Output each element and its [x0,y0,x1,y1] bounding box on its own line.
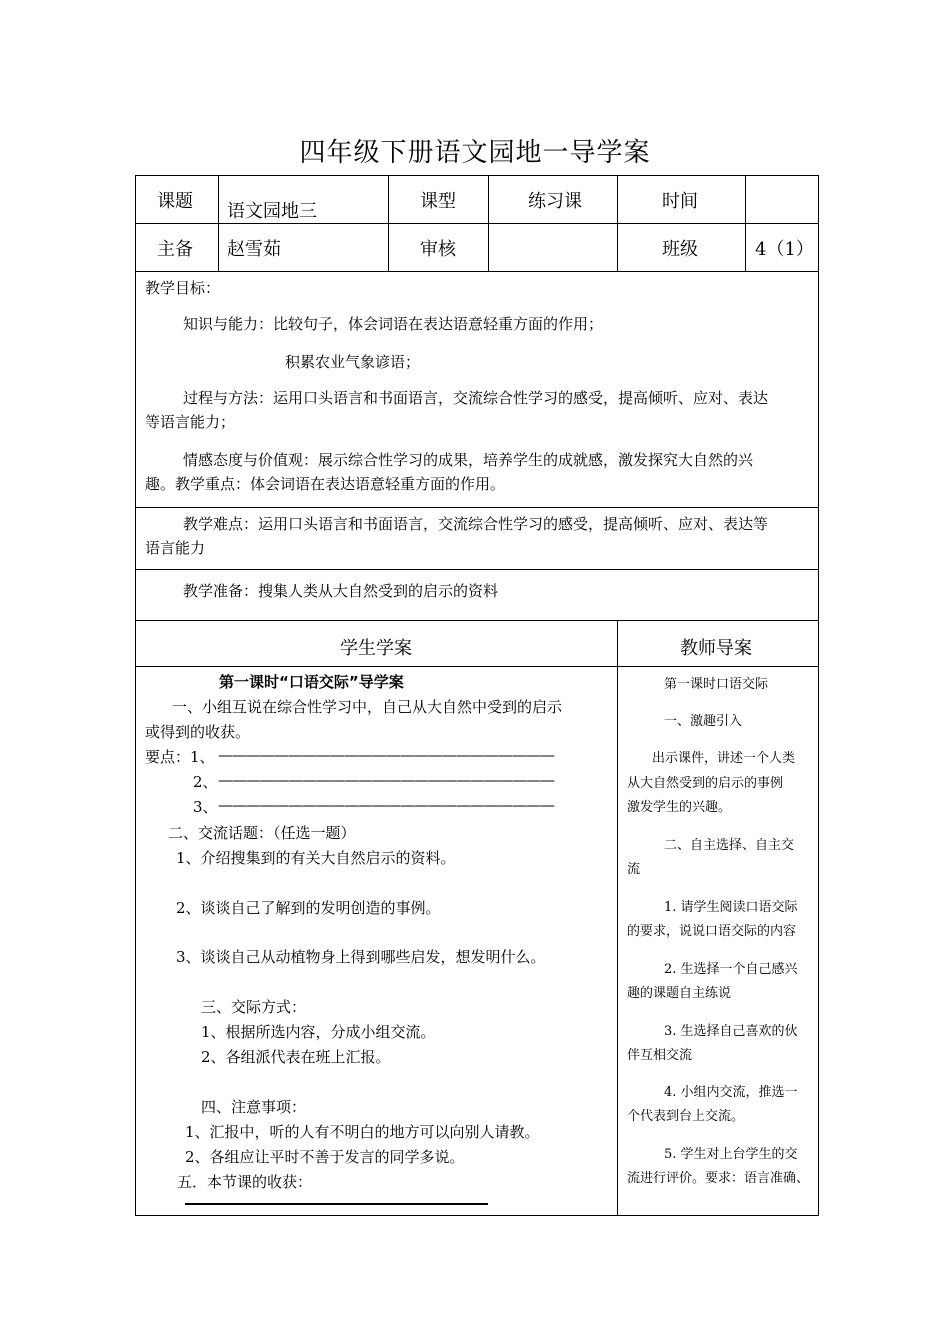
teacher-item3-line2: 伴互相交流 [627,1048,693,1063]
host-value: 赵雪茹 [227,239,281,260]
point-2-number: 2、 [193,773,218,791]
teacher-heading: 第一课时口语交际 [664,677,769,692]
student-section1-line1: 一、小组互说在综合性学习中，自己从大自然中受到的启示 [172,698,563,716]
point-3-blank: ———————————————————————— [218,796,554,814]
point-1-blank: ———————————————————————— [218,746,554,764]
teacher-section2-line1: 二、自主选择、自主交 [664,838,795,853]
topic-value: 语文园地三 [227,201,317,222]
teacher-item4-line1: 4. 小组内交流，推选一 [664,1085,798,1100]
label-host: 主备 [157,239,193,260]
column-teacher-plan: 教师导案 [680,638,752,659]
teacher-item3-line1: 3. 生选择自己喜欢的伙 [664,1024,798,1039]
method-2: 2、各组派代表在班上汇报。 [201,1048,391,1066]
topic-3: 3、谈谈自己从动植物身上得到哪些启发，想发明什么。 [176,948,546,966]
objective-knowledge: 知识与能力：比较句子，体会词语在表达语意轻重方面的作用； [183,315,604,333]
objective-process-line1: 过程与方法：运用口头语言和书面语言，交流综合性学习的感受，提高倾听、应对、表达 [183,389,769,407]
teacher-item2-line1: 2. 生选择一个自己感兴 [664,962,798,977]
points-label: 要点：1、 [145,748,215,766]
objectives-heading: 教学目标： [145,279,221,297]
point-2-blank: ———————————————————————— [218,771,554,789]
difficulty-line1: 教学难点：运用口头语言和书面语言，交流综合性学习的感受，提高倾听、应对、表达等 [183,515,769,533]
student-section4: 四、注意事项： [201,1098,307,1116]
note-2: 2、各组应让平时不善于发言的同学多说。 [185,1148,465,1166]
objective-emotion-line1: 情感态度与价值观：展示综合性学习的成果，培养学生的成就感，激发探究大自然的兴 [183,451,754,469]
teacher-item5-line1: 5. 学生对上台学生的交 [664,1147,798,1162]
label-topic: 课题 [157,191,193,212]
harvest-blank-line [185,1203,488,1205]
topic-2: 2、谈谈自己了解到的发明创造的事例。 [176,899,441,917]
student-section2: 二、交流话题：（任选一题） [168,824,356,842]
point-3-number: 3、 [193,798,218,816]
teacher-section1: 一、激趣引入 [664,714,743,729]
label-type: 课型 [420,191,456,212]
student-section3: 三、交际方式： [201,998,307,1016]
preparation: 教学准备：搜集人类从大自然受到的启示的资料 [183,582,499,600]
teacher-item1-line2: 的要求，说说口语交际的内容 [627,924,797,939]
page-title: 四年级下册语文园地一导学案 [299,138,651,168]
label-review: 审核 [420,239,456,260]
objective-knowledge-2: 积累农业气象谚语； [285,353,421,371]
column-student-plan: 学生学案 [340,638,412,659]
teacher-item5-line2: 流进行评价。要求：语言准确、 [627,1171,810,1186]
type-value: 练习课 [528,191,582,212]
topic-1: 1、介绍搜集到的有关大自然启示的资料。 [176,849,456,867]
teacher-item2-line2: 趣的课题自主练说 [627,986,732,1001]
teacher-section1-text3: 激发学生的兴趣。 [627,800,732,815]
difficulty-line2: 语言能力 [145,539,206,557]
student-section5: 五．本节课的收获： [177,1173,313,1191]
objective-emotion-line2: 趣。教学重点：体会词语在表达语意轻重方面的作用。 [145,475,506,493]
objective-process-line2: 等语言能力； [145,413,236,431]
method-1: 1、根据所选内容，分成小组交流。 [201,1023,436,1041]
teacher-item4-line2: 个代表到台上交流。 [627,1109,745,1124]
student-heading: 第一课时“口语交际”导学案 [219,673,404,691]
teacher-section1-text1: 出示课件，讲述一个人类 [652,751,796,766]
teacher-section1-text2: 从大自然受到的启示的事例 [627,776,784,791]
label-time: 时间 [662,191,698,212]
student-section1-line2: 或得到的收获。 [145,723,251,741]
teacher-item1-line1: 1. 请学生阅读口语交际 [664,900,798,915]
teacher-section2-line2: 流 [627,862,641,877]
label-class: 班级 [662,239,698,260]
class-value: 4（1） [755,239,814,260]
note-1: 1、汇报中，听的人有不明白的地方可以向别人请教。 [185,1123,540,1141]
